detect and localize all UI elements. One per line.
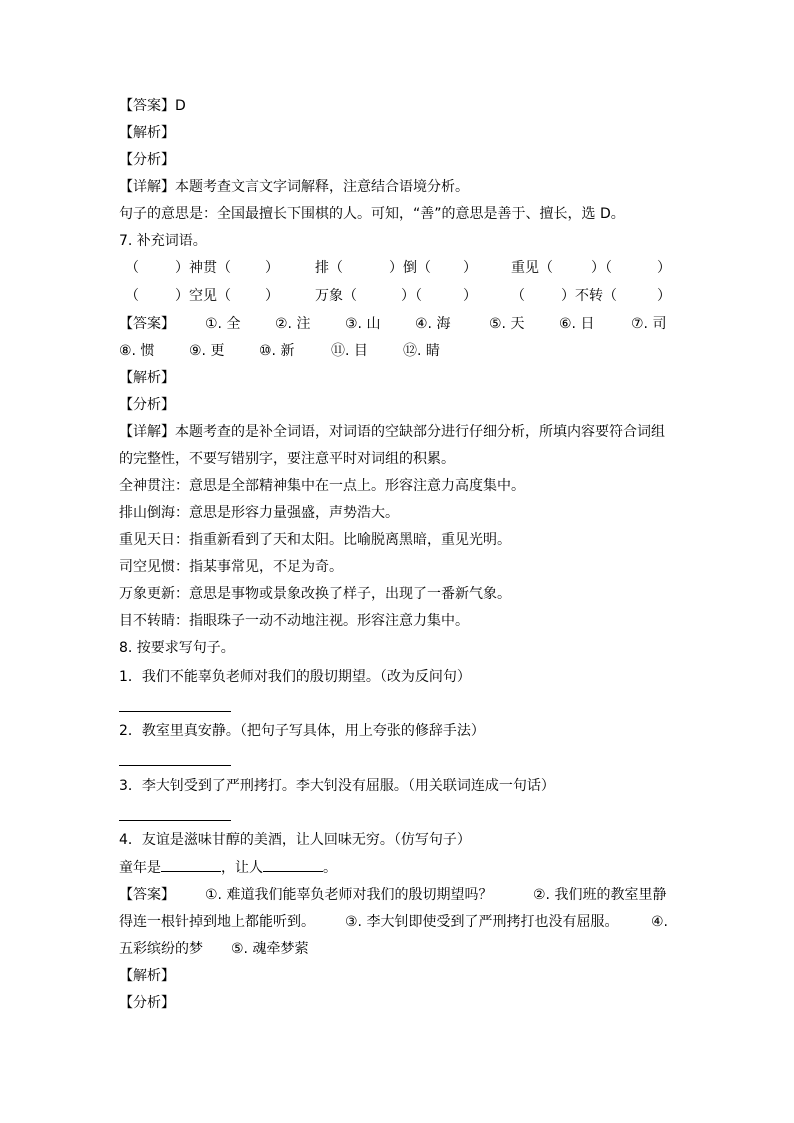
fenxi-heading: 【分析】: [119, 397, 175, 413]
answer-item: 得连一根针掉到地上都能听到。: [119, 914, 315, 930]
idiom-explanation: 万象更新：意思是事物或景象改换了样子，出现了一番新气象。: [119, 586, 511, 602]
fill-row-text: ）不转（: [561, 288, 617, 304]
fill-row-2: [119, 286, 679, 306]
fill-row-text: ）: [265, 288, 279, 304]
blank-field: [161, 857, 221, 872]
analysis-heading: 【解析】: [119, 125, 175, 141]
idiom-explanation: 排山倒海：意思是形容力量强盛，声势浩大。: [119, 505, 399, 521]
answer-item: ③. 山: [345, 316, 381, 332]
answer-item: ⑨. 更: [189, 343, 225, 359]
answer-item: ①. 全: [205, 316, 241, 332]
answer-row-4: [119, 912, 679, 932]
answer-line: [119, 820, 231, 821]
sub-question-2: 2．教室里真安静。（把句子写具体，用上夸张的修辞手法）: [119, 723, 485, 739]
answer-item: ⑪. 目: [331, 343, 368, 359]
fill-row-text: ）空见（: [175, 288, 231, 304]
answer-item: ⑫. 睛: [403, 343, 440, 359]
analysis-heading: 【解析】: [119, 370, 175, 386]
sub-question-4: 4．友谊是滋味甘醇的美酒，让人回味无穷。（仿写句子）: [119, 832, 471, 848]
answer-item: ⑤. 天: [489, 316, 525, 332]
answer-item: ⑦. 司: [631, 316, 667, 332]
detail-text: 【详解】本题考查的是补全词语，对词语的空缺部分进行仔细分析，所填内容要符合词组: [119, 424, 665, 440]
fill-row-text: （: [511, 288, 525, 304]
sub-question-1: 1．我们不能辜负老师对我们的殷切期望。（改为反问句）: [119, 669, 471, 685]
imitation-text: 。: [323, 860, 337, 876]
fill-row-text: ）: [265, 260, 279, 276]
answer-item: ①. 难道我们能辜负老师对我们的殷切期望吗？: [205, 887, 493, 903]
idiom-explanation: 目不转睛：指眼珠子一动不动地注视。形容注意力集中。: [119, 613, 469, 629]
fill-row-text: 万象（: [315, 288, 357, 304]
question-8-title: 8. 按要求写句子。: [119, 640, 235, 656]
idiom-explanation: 全神贯注：意思是全部精神集中在一点上。形容注意力高度集中。: [119, 478, 525, 494]
fill-row-text: ）: [657, 260, 671, 276]
fill-row-text: ）（: [591, 260, 612, 276]
fill-row-text: （: [125, 288, 139, 304]
fenxi-heading: 【分析】: [119, 995, 175, 1011]
analysis-heading: 【解析】: [119, 968, 175, 984]
answer-line: [119, 711, 231, 712]
answer-item: ②. 注: [275, 316, 311, 332]
detail-text: 的完整性，不要写错别字，要注意平时对词组的积累。: [119, 451, 455, 467]
answer-item: ②. 我们班的教室里静: [533, 887, 667, 903]
answer-row-2: [119, 341, 679, 361]
detail-text: 【详解】本题考查文言文字词解释，注意结合语境分析。: [119, 179, 469, 195]
answer-item: ④. 海: [415, 316, 451, 332]
idiom-explanation: 司空见惯：指某事常见，不足为奇。: [119, 559, 343, 575]
meaning-text: 句子的意思是：全国最擅长下围棋的人。可知，“善”的意思是善于、擅长，选 D。: [119, 206, 625, 222]
fill-row-text: 重见（: [511, 260, 553, 276]
answer-row-3: [119, 885, 679, 905]
fill-row-text: ）倒（: [389, 260, 431, 276]
answer-row-1: [119, 314, 679, 334]
fill-row-text: ）: [657, 288, 671, 304]
answer-heading: 【答案】D: [119, 98, 186, 114]
fill-row-text: 排（: [315, 260, 343, 276]
answer-item: ⑥. 日: [559, 316, 595, 332]
answer-item: ④.: [651, 914, 669, 930]
fill-row-text: ）: [463, 260, 477, 276]
answer-label: 【答案】: [119, 316, 175, 332]
question-7-title: 7. 补充词语。: [119, 233, 207, 249]
fenxi-heading: 【分析】: [119, 152, 175, 168]
answer-line: [119, 765, 231, 766]
imitation-text: 童年是: [119, 860, 161, 876]
fill-row-text: ）（: [401, 288, 422, 304]
answer-item: ③. 李大钊即使受到了严刑拷打也没有屈服。: [345, 914, 619, 930]
answer-item: ⑧. 惯: [119, 343, 155, 359]
answer-item: 五彩缤纷的梦: [119, 941, 203, 957]
idiom-explanation: 重见天日：指重新看到了天和太阳。比喻脱离黑暗，重见光明。: [119, 532, 511, 548]
imitation-line: [119, 857, 337, 878]
answer-item: ⑩. 新: [259, 343, 295, 359]
imitation-text: ，让人: [221, 860, 263, 876]
answer-row-5: [119, 939, 679, 959]
sub-question-3: 3．李大钊受到了严刑拷打。李大钊没有屈服。（用关联词连成一句话）: [119, 778, 555, 794]
fill-row-1: [119, 258, 679, 278]
fill-row-text: ）神贯（: [175, 260, 231, 276]
answer-label: 【答案】: [119, 887, 175, 903]
blank-field: [263, 857, 323, 872]
fill-row-text: ）: [463, 288, 477, 304]
fill-row-text: （: [125, 260, 139, 276]
answer-item: ⑤. 魂牵梦萦: [231, 941, 309, 957]
